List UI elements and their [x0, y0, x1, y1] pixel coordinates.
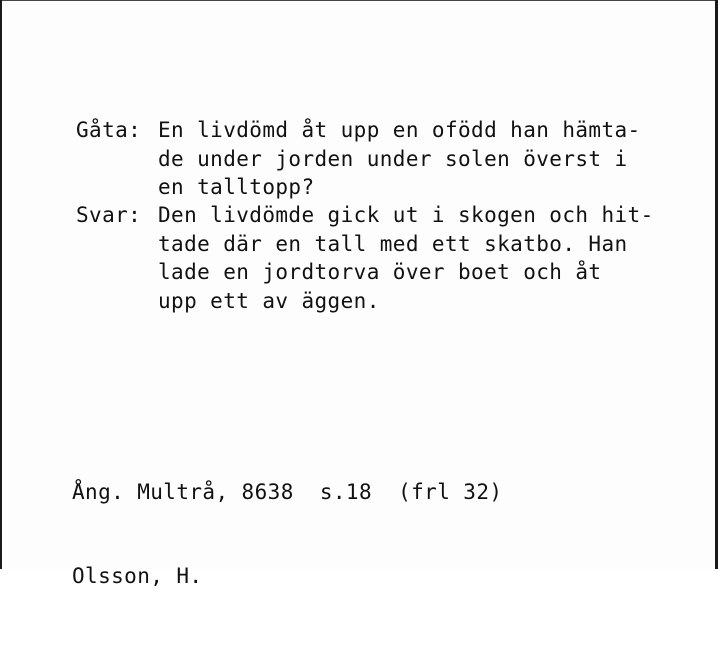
riddle-line: de under jorden under solen överst i: [158, 146, 628, 171]
answer-label: Svar:: [76, 203, 142, 227]
source-archive-line: Ång. Multrå, 8638 s.18 (frl 32): [72, 480, 503, 504]
answer-line: lade en jordtorva över boet och åt: [158, 260, 602, 284]
source-reference: [72, 422, 502, 646]
riddle-line: En livdömd åt upp en ofödd han hämta-: [158, 118, 641, 142]
scan-edge-left: [0, 0, 2, 569]
answer-line: upp ett av äggen.: [158, 288, 380, 313]
answer-line: tade där en tall med ett skatbo. Han: [158, 231, 628, 256]
riddle-label: Gåta:: [76, 118, 142, 142]
scan-edge-top: [0, 0, 718, 1]
source-informant-line: Olsson, H.: [72, 564, 203, 588]
riddle-line: en talltopp?: [158, 175, 315, 199]
riddle-text: [158, 116, 641, 202]
answer-line: Den livdömde gick ut i skogen och hit-: [158, 203, 654, 227]
answer-text: [158, 201, 654, 315]
riddle-section: [76, 116, 641, 202]
answer-section: [76, 201, 654, 315]
